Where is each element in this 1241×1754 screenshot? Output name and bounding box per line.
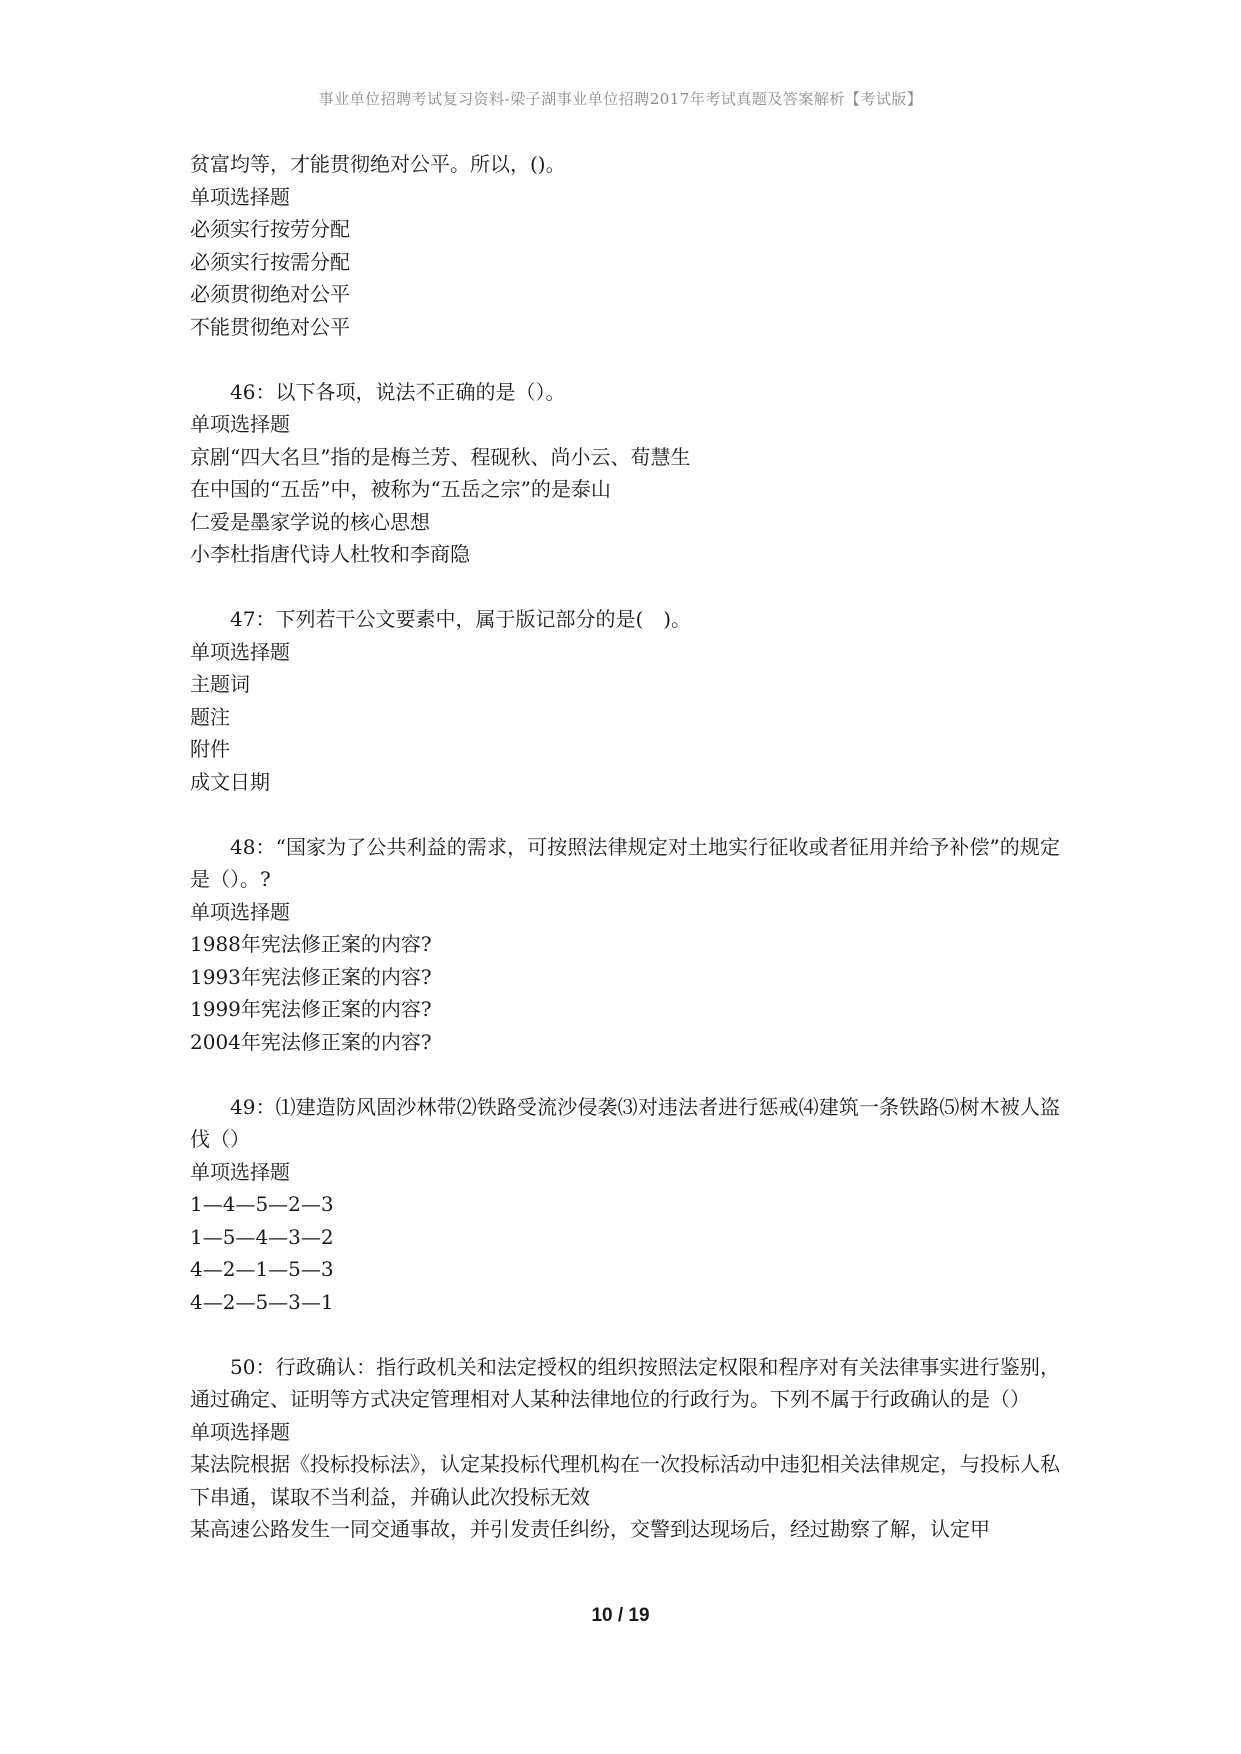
option: 4—2—1—5—3 [190, 1257, 334, 1281]
option: 在中国的“五岳”中，被称为“五岳之宗”的是泰山 [190, 477, 611, 501]
option: 1—5—4—3—2 [190, 1224, 334, 1249]
question-type: 单项选择题 [190, 1419, 290, 1444]
option: 题注 [190, 704, 230, 729]
question-type: 单项选择题 [190, 899, 290, 924]
question-45-continuation [190, 148, 1060, 343]
option: 1—4—5—2—3 [190, 1192, 334, 1216]
question-type: 单项选择题 [190, 412, 290, 436]
question-text: 贫富均等，才能贯彻绝对公平。所以，()。 [190, 152, 566, 176]
question-48 [190, 831, 1060, 1059]
question-text: 47：下列若干公文要素中，属于版记部分的是( )。 [230, 607, 692, 631]
question-47 [190, 603, 1060, 798]
page-header: 事业单位招聘考试复习资料-梁子湖事业单位招聘2017年考试真题及答案解析【考试版】 [318, 90, 923, 108]
question-text: 50：行政确认：指行政机关和法定授权的组织按照法定权限和程序对有关法律事实进行鉴别，通过确定、证明等方式决定管理相对人某种法律地位的行政行为。下列不属于行政确认的是（） [190, 1354, 1060, 1411]
option: 某高速公路发生一同交通事故，并引发责任纠纷，交警到达现场后，经过勘察了解，认定甲 [190, 1517, 990, 1541]
option: 1993年宪法修正案的内容? [190, 964, 432, 989]
option: 4—2—5—3—1 [190, 1289, 334, 1314]
question-type: 单项选择题 [190, 639, 290, 664]
question-type: 单项选择题 [190, 1159, 290, 1184]
option: 不能贯彻绝对公平 [190, 314, 350, 339]
option: 1999年宪法修正案的内容? [190, 997, 432, 1021]
option: 某法院根据《投标投标法》，认定某投标代理机构在一次投标活动中违犯相关法律规定，与投标人私下串通，谋取不当利益，并确认此次投标无效 [190, 1452, 1060, 1509]
option: 附件 [190, 737, 230, 761]
option: 主题词 [190, 672, 250, 696]
question-text: 46：以下各项，说法不正确的是（）。 [230, 379, 566, 404]
question-46 [190, 376, 1060, 571]
option: 京剧“四大名旦”指的是梅兰芳、程砚秋、尚小云、荀慧生 [190, 444, 691, 469]
question-text: 49：⑴建造防风固沙林带⑵铁路受流沙侵袭⑶对违法者进行惩戒⑷建筑一条铁路⑸树木被人盗伐（） [190, 1094, 1060, 1151]
option: 必须贯彻绝对公平 [190, 282, 350, 306]
option: 成文日期 [190, 769, 270, 794]
document-body [190, 148, 1060, 1546]
option: 2004年宪法修正案的内容? [190, 1029, 432, 1054]
option: 小李杜指唐代诗人杜牧和李商隐 [190, 542, 470, 566]
question-49 [190, 1091, 1060, 1319]
option: 1988年宪法修正案的内容? [190, 932, 432, 956]
question-text: 48：“国家为了公共利益的需求，可按照法律规定对土地实行征收或者征用并给予补偿”的规定是（）。? [190, 834, 1060, 891]
option: 必须实行按劳分配 [190, 217, 350, 241]
option: 仁爱是墨家学说的核心思想 [190, 509, 430, 534]
question-50 [190, 1351, 1060, 1546]
question-type: 单项选择题 [190, 184, 290, 209]
page-number: 10 / 19 [591, 1605, 650, 1626]
option: 必须实行按需分配 [190, 249, 350, 274]
